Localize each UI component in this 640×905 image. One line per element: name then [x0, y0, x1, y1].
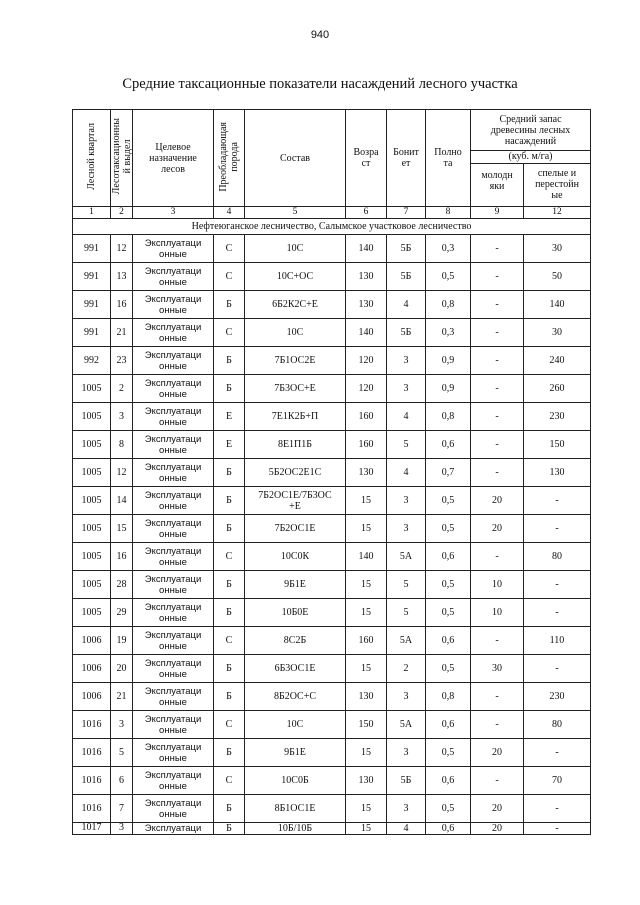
table-row: [73, 375, 591, 403]
cell-young-stock: 20: [471, 487, 524, 515]
column-number: 5: [245, 207, 346, 219]
cell-purpose: Эксплуатаци онные: [133, 515, 214, 543]
header-density: Полно та: [426, 110, 471, 207]
table-row: [73, 795, 591, 823]
cell-young-stock: 20: [471, 823, 524, 835]
cell-composition: 9Б1Е: [245, 739, 346, 767]
cell-purpose: Эксплуатаци онные: [133, 459, 214, 487]
cell-mature-stock: 80: [524, 711, 591, 739]
cell-young-stock: 20: [471, 739, 524, 767]
cell-young-stock: -: [471, 543, 524, 571]
cell-species: С: [214, 767, 245, 795]
cell-composition: 7Б3ОС+Е: [245, 375, 346, 403]
cell-age: 130: [346, 683, 387, 711]
cell-density: 0,6: [426, 627, 471, 655]
cell-mature-stock: -: [524, 487, 591, 515]
cell-species: Б: [214, 655, 245, 683]
cell-age: 15: [346, 739, 387, 767]
cell-density: 0,3: [426, 319, 471, 347]
cell-composition: 6Б2К2С+Е: [245, 291, 346, 319]
cell-density: 0,9: [426, 375, 471, 403]
cell-vydel: 5: [111, 739, 133, 767]
table-row: [73, 459, 591, 487]
cell-kvartal: 1006: [73, 683, 111, 711]
column-number: 1: [73, 207, 111, 219]
cell-purpose: Эксплуатаци онные: [133, 347, 214, 375]
cell-age: 140: [346, 543, 387, 571]
cell-density: 0,8: [426, 403, 471, 431]
cell-species: Е: [214, 431, 245, 459]
cell-composition: 8Б2ОС+С: [245, 683, 346, 711]
cell-vydel: 28: [111, 571, 133, 599]
cell-density: 0,5: [426, 263, 471, 291]
cell-age: 130: [346, 459, 387, 487]
cell-composition: 8Е1П1Б: [245, 431, 346, 459]
cell-density: 0,5: [426, 571, 471, 599]
cell-composition: 10С: [245, 711, 346, 739]
table-row: [73, 599, 591, 627]
cell-mature-stock: 260: [524, 375, 591, 403]
cell-bonitet: 5А: [387, 711, 426, 739]
table-row: [73, 487, 591, 515]
cell-vydel: 13: [111, 263, 133, 291]
header-age: Возра ст: [346, 110, 387, 207]
cell-density: 0,6: [426, 711, 471, 739]
cell-purpose: Эксплуатаци онные: [133, 571, 214, 599]
cell-density: 0,5: [426, 795, 471, 823]
section-row: [73, 219, 591, 235]
cell-age: 160: [346, 431, 387, 459]
cell-vydel: 21: [111, 319, 133, 347]
cell-age: 15: [346, 515, 387, 543]
table-row: [73, 235, 591, 263]
header-kvartal: Лесной квартал: [73, 110, 111, 207]
cell-purpose: Эксплуатаци онные: [133, 543, 214, 571]
cell-species: Б: [214, 823, 245, 835]
cell-bonitet: 4: [387, 291, 426, 319]
cell-purpose: Эксплуатаци онные: [133, 487, 214, 515]
cell-composition: 10С: [245, 235, 346, 263]
table-row: [73, 571, 591, 599]
header-vydel: Лесотаксационны й выдел: [111, 110, 133, 207]
cell-vydel: 15: [111, 515, 133, 543]
cell-mature-stock: -: [524, 823, 591, 835]
cell-purpose: Эксплуатаци онные: [133, 739, 214, 767]
cell-bonitet: 3: [387, 515, 426, 543]
table-row: [73, 767, 591, 795]
table-row: [73, 823, 591, 835]
cell-bonitet: 3: [387, 347, 426, 375]
column-number-row: [73, 207, 591, 219]
cell-vydel: 3: [111, 403, 133, 431]
cell-species: С: [214, 627, 245, 655]
cell-bonitet: 5Б: [387, 319, 426, 347]
cell-kvartal: 1005: [73, 459, 111, 487]
cell-young-stock: -: [471, 319, 524, 347]
cell-kvartal: 991: [73, 235, 111, 263]
cell-bonitet: 4: [387, 459, 426, 487]
header-row: [73, 110, 591, 151]
cell-vydel: 23: [111, 347, 133, 375]
cell-vydel: 7: [111, 795, 133, 823]
cell-density: 0,5: [426, 739, 471, 767]
cell-mature-stock: -: [524, 655, 591, 683]
cell-young-stock: 20: [471, 795, 524, 823]
cell-kvartal: 1005: [73, 403, 111, 431]
cell-density: 0,9: [426, 347, 471, 375]
cell-bonitet: 2: [387, 655, 426, 683]
cell-young-stock: 20: [471, 515, 524, 543]
cell-bonitet: 3: [387, 683, 426, 711]
cell-age: 130: [346, 291, 387, 319]
cell-purpose: Эксплуатаци онные: [133, 599, 214, 627]
cell-vydel: 29: [111, 599, 133, 627]
cell-purpose: Эксплуатаци онные: [133, 683, 214, 711]
cell-age: 120: [346, 375, 387, 403]
cell-density: 0,5: [426, 599, 471, 627]
cell-age: 15: [346, 571, 387, 599]
cell-age: 160: [346, 403, 387, 431]
cell-bonitet: 5Б: [387, 263, 426, 291]
cell-purpose: Эксплуатаци: [133, 823, 214, 835]
cell-mature-stock: -: [524, 515, 591, 543]
cell-vydel: 8: [111, 431, 133, 459]
cell-species: Е: [214, 403, 245, 431]
cell-species: Б: [214, 375, 245, 403]
cell-composition: 7Б1ОС2Е: [245, 347, 346, 375]
cell-composition: 7Б2ОС1Е/7Б3ОС +Е: [245, 487, 346, 515]
header-species: Преобладающая порода: [214, 110, 245, 207]
header-mature: спелые и перестойн ые: [524, 150, 591, 207]
cell-species: С: [214, 543, 245, 571]
cell-mature-stock: 230: [524, 403, 591, 431]
column-number: 4: [214, 207, 245, 219]
table-row: [73, 739, 591, 767]
cell-density: 0,5: [426, 487, 471, 515]
cell-vydel: 3: [111, 823, 133, 835]
cell-species: Б: [214, 291, 245, 319]
cell-composition: 8С2Б: [245, 627, 346, 655]
cell-purpose: Эксплуатаци онные: [133, 767, 214, 795]
cell-kvartal: 1016: [73, 795, 111, 823]
cell-composition: 9Б1Е: [245, 571, 346, 599]
header-stock-unit: (куб. м/га): [471, 150, 590, 164]
cell-young-stock: -: [471, 683, 524, 711]
cell-mature-stock: -: [524, 739, 591, 767]
cell-bonitet: 3: [387, 375, 426, 403]
column-number: 9: [471, 207, 524, 219]
cell-age: 15: [346, 487, 387, 515]
cell-mature-stock: 240: [524, 347, 591, 375]
cell-composition: 7Е1К2Б+П: [245, 403, 346, 431]
cell-vydel: 6: [111, 767, 133, 795]
cell-vydel: 19: [111, 627, 133, 655]
cell-mature-stock: 110: [524, 627, 591, 655]
cell-composition: 10Б0Е: [245, 599, 346, 627]
cell-bonitet: 5: [387, 599, 426, 627]
header-young: (куб. м/га) молодн яки: [471, 150, 524, 207]
cell-mature-stock: 50: [524, 263, 591, 291]
cell-composition: 10С+ОС: [245, 263, 346, 291]
cell-age: 120: [346, 347, 387, 375]
column-number: 7: [387, 207, 426, 219]
cell-mature-stock: 30: [524, 319, 591, 347]
cell-composition: 7Б2ОС1Е: [245, 515, 346, 543]
cell-young-stock: -: [471, 431, 524, 459]
cell-purpose: Эксплуатаци онные: [133, 375, 214, 403]
cell-kvartal: 1005: [73, 571, 111, 599]
header-stock: Средний запас древесины лесных насаждений: [471, 110, 591, 151]
cell-young-stock: -: [471, 767, 524, 795]
cell-mature-stock: 80: [524, 543, 591, 571]
cell-kvartal: 991: [73, 291, 111, 319]
cell-mature-stock: 230: [524, 683, 591, 711]
cell-composition: 10Б/10Б: [245, 823, 346, 835]
section-title: Нефтеюганское лесничество, Салымское участковое лесничество: [73, 219, 591, 235]
cell-age: 15: [346, 823, 387, 835]
cell-kvartal: 1006: [73, 655, 111, 683]
cell-density: 0,6: [426, 431, 471, 459]
cell-density: 0,5: [426, 655, 471, 683]
cell-bonitet: 5: [387, 431, 426, 459]
cell-species: Б: [214, 683, 245, 711]
cell-young-stock: -: [471, 459, 524, 487]
cell-species: С: [214, 711, 245, 739]
cell-density: 0,8: [426, 683, 471, 711]
cell-young-stock: -: [471, 403, 524, 431]
cell-age: 150: [346, 711, 387, 739]
page-title: Средние таксационные показатели насаждений лесного участка: [122, 76, 518, 92]
header-purpose: Целевое назначение лесов: [133, 110, 214, 207]
cell-kvartal: 1016: [73, 711, 111, 739]
cell-young-stock: -: [471, 627, 524, 655]
cell-bonitet: 5А: [387, 627, 426, 655]
cell-kvartal: 1016: [73, 739, 111, 767]
cell-kvartal: 1005: [73, 543, 111, 571]
cell-bonitet: 3: [387, 739, 426, 767]
column-number: 3: [133, 207, 214, 219]
cell-density: 0,5: [426, 515, 471, 543]
cell-bonitet: 5Б: [387, 767, 426, 795]
column-number: 2: [111, 207, 133, 219]
cell-vydel: 12: [111, 235, 133, 263]
cell-kvartal: 1005: [73, 515, 111, 543]
cell-species: С: [214, 319, 245, 347]
cell-vydel: 16: [111, 291, 133, 319]
cell-species: Б: [214, 347, 245, 375]
cell-density: 0,6: [426, 767, 471, 795]
cell-composition: 5Б2ОС2Е1С: [245, 459, 346, 487]
cell-vydel: 3: [111, 711, 133, 739]
cell-composition: 10С0К: [245, 543, 346, 571]
cell-vydel: 12: [111, 459, 133, 487]
taxation-table: [72, 109, 591, 835]
column-number: 6: [346, 207, 387, 219]
cell-young-stock: -: [471, 235, 524, 263]
header-bonitet: Бонит ет: [387, 110, 426, 207]
cell-species: С: [214, 235, 245, 263]
cell-composition: 10С0Б: [245, 767, 346, 795]
cell-purpose: Эксплуатаци онные: [133, 431, 214, 459]
table-row: [73, 403, 591, 431]
cell-bonitet: 4: [387, 823, 426, 835]
cell-age: 160: [346, 627, 387, 655]
cell-young-stock: 30: [471, 655, 524, 683]
cell-density: 0,6: [426, 823, 471, 835]
page-number: 940: [310, 29, 330, 41]
cell-kvartal: 991: [73, 263, 111, 291]
cell-purpose: Эксплуатаци онные: [133, 291, 214, 319]
column-number: 8: [426, 207, 471, 219]
cell-density: 0,7: [426, 459, 471, 487]
cell-kvartal: 1006: [73, 627, 111, 655]
cell-kvartal: 992: [73, 347, 111, 375]
cell-mature-stock: 70: [524, 767, 591, 795]
cell-bonitet: 5: [387, 571, 426, 599]
cell-purpose: Эксплуатаци онные: [133, 235, 214, 263]
cell-vydel: 21: [111, 683, 133, 711]
cell-bonitet: 4: [387, 403, 426, 431]
cell-species: Б: [214, 571, 245, 599]
cell-purpose: Эксплуатаци онные: [133, 655, 214, 683]
cell-species: С: [214, 263, 245, 291]
cell-purpose: Эксплуатаци онные: [133, 627, 214, 655]
cell-purpose: Эксплуатаци онные: [133, 263, 214, 291]
cell-composition: 8Б1ОС1Е: [245, 795, 346, 823]
cell-mature-stock: 130: [524, 459, 591, 487]
cell-mature-stock: -: [524, 795, 591, 823]
cell-species: Б: [214, 515, 245, 543]
cell-mature-stock: 140: [524, 291, 591, 319]
cell-density: 0,6: [426, 543, 471, 571]
cell-kvartal: 1005: [73, 431, 111, 459]
table-row: [73, 515, 591, 543]
cell-kvartal: 1016: [73, 767, 111, 795]
cell-young-stock: -: [471, 347, 524, 375]
cell-age: 140: [346, 235, 387, 263]
cell-age: 15: [346, 655, 387, 683]
cell-age: 15: [346, 599, 387, 627]
table-row: [73, 655, 591, 683]
cell-young-stock: -: [471, 291, 524, 319]
table-row: [73, 711, 591, 739]
table-row: [73, 347, 591, 375]
cell-young-stock: -: [471, 263, 524, 291]
cell-kvartal: 1005: [73, 375, 111, 403]
cell-kvartal: 991: [73, 319, 111, 347]
cell-density: 0,8: [426, 291, 471, 319]
table-row: [73, 543, 591, 571]
cell-vydel: 20: [111, 655, 133, 683]
cell-young-stock: -: [471, 711, 524, 739]
cell-purpose: Эксплуатаци онные: [133, 319, 214, 347]
cell-kvartal: 1017: [73, 823, 111, 835]
cell-species: Б: [214, 599, 245, 627]
cell-species: Б: [214, 459, 245, 487]
cell-bonitet: 3: [387, 795, 426, 823]
cell-vydel: 16: [111, 543, 133, 571]
cell-composition: 6Б3ОС1Е: [245, 655, 346, 683]
header-composition: Состав: [245, 110, 346, 207]
cell-kvartal: 1005: [73, 487, 111, 515]
cell-species: Б: [214, 487, 245, 515]
cell-young-stock: 10: [471, 571, 524, 599]
cell-mature-stock: -: [524, 571, 591, 599]
cell-age: 140: [346, 319, 387, 347]
cell-mature-stock: -: [524, 599, 591, 627]
cell-purpose: Эксплуатаци онные: [133, 795, 214, 823]
cell-age: 130: [346, 767, 387, 795]
cell-bonitet: 5А: [387, 543, 426, 571]
cell-young-stock: -: [471, 375, 524, 403]
cell-age: 15: [346, 795, 387, 823]
cell-kvartal: 1005: [73, 599, 111, 627]
cell-age: 130: [346, 263, 387, 291]
cell-density: 0,3: [426, 235, 471, 263]
cell-purpose: Эксплуатаци онные: [133, 711, 214, 739]
table-row: [73, 263, 591, 291]
table-row: [73, 431, 591, 459]
cell-young-stock: 10: [471, 599, 524, 627]
table-row: [73, 627, 591, 655]
cell-bonitet: 3: [387, 487, 426, 515]
cell-purpose: Эксплуатаци онные: [133, 403, 214, 431]
cell-species: Б: [214, 739, 245, 767]
table-row: [73, 683, 591, 711]
cell-composition: 10С: [245, 319, 346, 347]
cell-vydel: 14: [111, 487, 133, 515]
cell-mature-stock: 30: [524, 235, 591, 263]
table-row: [73, 319, 591, 347]
cell-species: Б: [214, 795, 245, 823]
table-row: [73, 291, 591, 319]
column-number: 12: [524, 207, 591, 219]
cell-vydel: 2: [111, 375, 133, 403]
cell-mature-stock: 150: [524, 431, 591, 459]
cell-bonitet: 5Б: [387, 235, 426, 263]
